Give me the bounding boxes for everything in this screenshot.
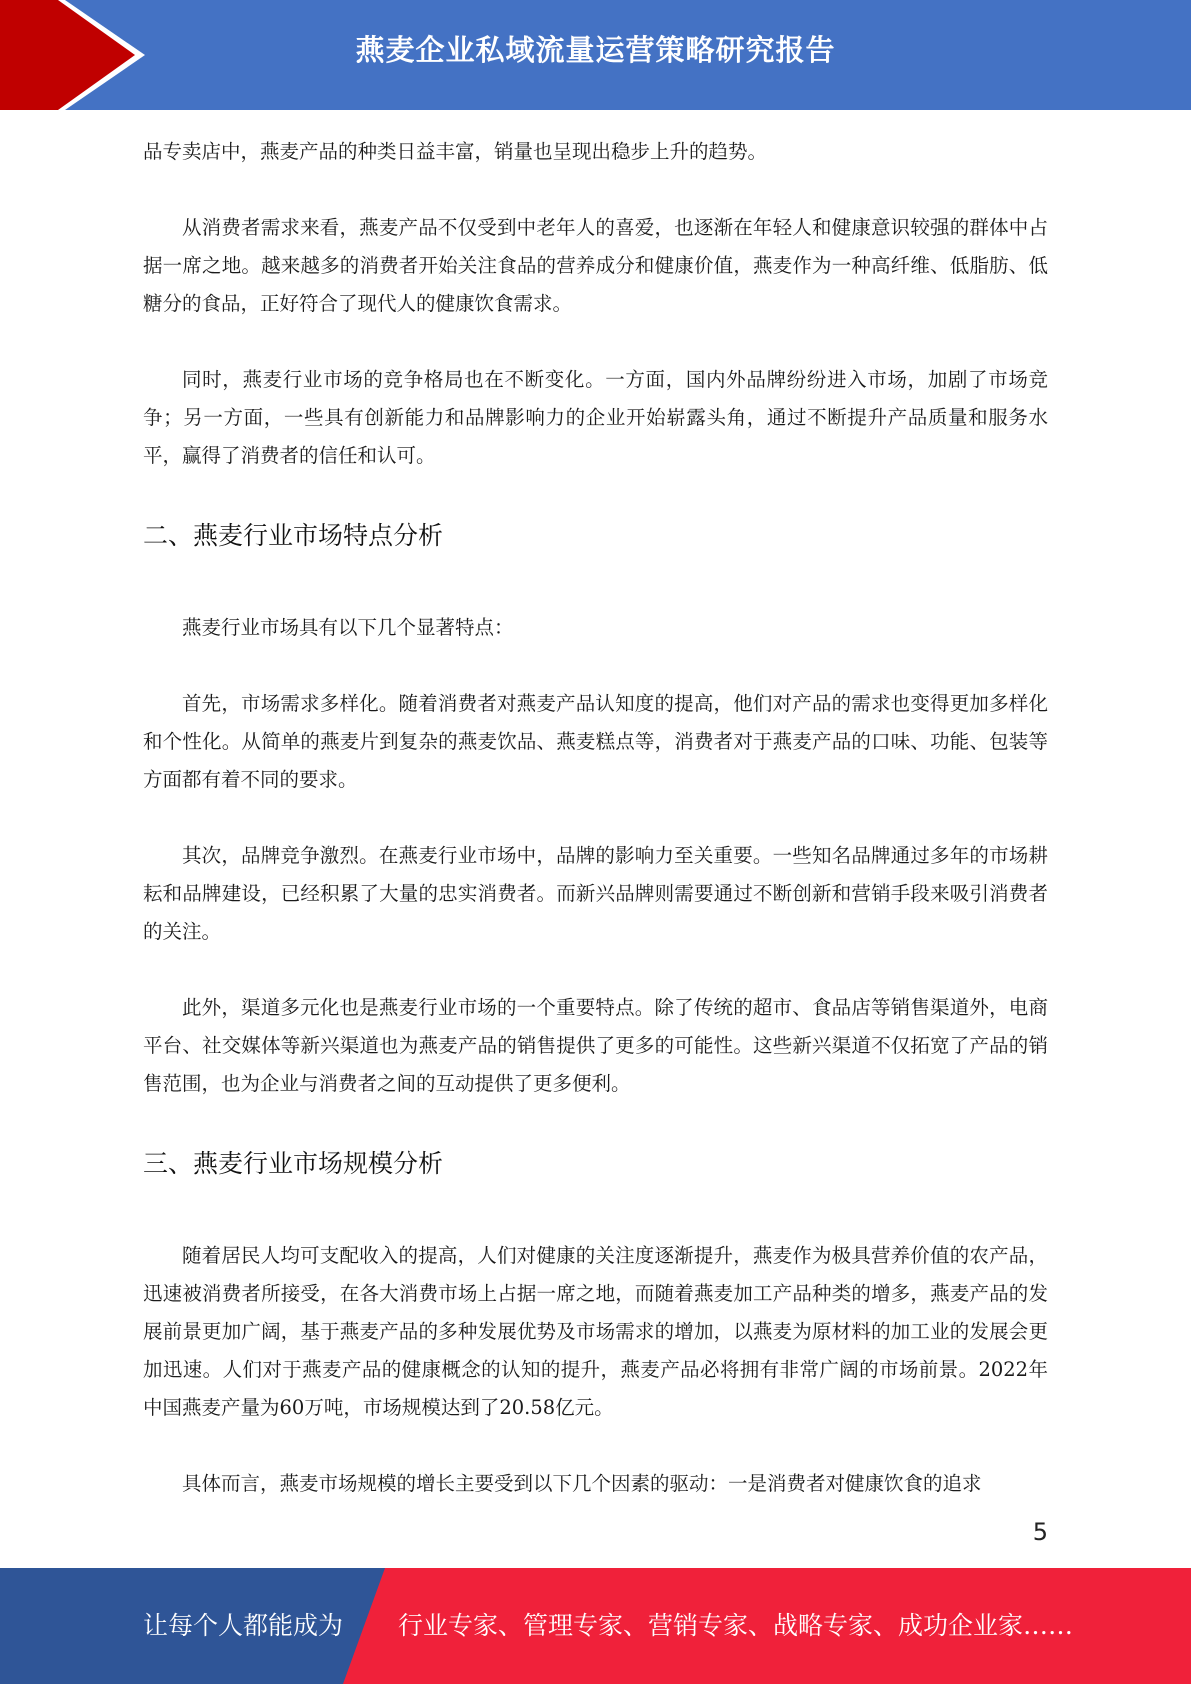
section-heading-market-features: 二、燕麦行业市场特点分析 <box>143 521 444 550</box>
report-title: 燕麦企业私域流量运营策略研究报告 <box>355 33 836 67</box>
paragraph-features-intro: 燕麦行业市场具有以下几个显著特点： <box>182 616 514 639</box>
footer-slogan-left: 让每个人都能成为 <box>143 1611 344 1640</box>
paragraph-competition: 同时，燕麦行业市场的竞争格局也在不断变化。一方面，国内外品牌纷纷进入市场，加剧了市场竞争；另一方面，一些具有创新能力和品牌影响力的企业开始崭露头角，通过不断提升产品质量和服务水平，赢得了消费者的信任和认可。 <box>143 368 1048 467</box>
paragraph-consumer-demand: 从消费者需求来看，燕麦产品不仅受到中老年人的喜爱，也逐渐在年轻人和健康意识较强的群体中占据一席之地。越来越多的消费者开始关注食品的营养成分和健康价值，燕麦作为一种高纤维、低脂肪、低糖分的食品，正好符合了现代人的健康饮食需求。 <box>143 216 1048 315</box>
paragraph-growth-drivers: 具体而言，燕麦市场规模的增长主要受到以下几个因素的驱动：一是消费者对健康饮食的追求 <box>182 1472 982 1495</box>
paragraph-continued: 品专卖店中，燕麦产品的种类日益丰富，销量也呈现出稳步上升的趋势。 <box>143 140 768 163</box>
page-number: 5 <box>1032 1518 1048 1546</box>
section-heading-market-size: 三、燕麦行业市场规模分析 <box>143 1149 444 1178</box>
paragraph-diverse-demand: 首先，市场需求多样化。随着消费者对燕麦产品认知度的提高，他们对产品的需求也变得更加多样化和个性化。从简单的燕麦片到复杂的燕麦饮品、燕麦糕点等，消费者对于燕麦产品的口味、功能、包装等方面都有着不同的要求。 <box>143 692 1048 791</box>
page-header <box>0 0 1191 110</box>
page-footer <box>0 1568 1191 1684</box>
footer-slogan-right: 行业专家、管理专家、营销专家、战略专家、成功企业家…… <box>398 1611 1074 1640</box>
paragraph-channel-diversity: 此外，渠道多元化也是燕麦行业市场的一个重要特点。除了传统的超市、食品店等销售渠道外，电商平台、社交媒体等新兴渠道也为燕麦产品的销售提供了更多的可能性。这些新兴渠道不仅拓宽了产品的销售范围，也为企业与消费者之间的互动提供了更多便利。 <box>143 996 1048 1095</box>
paragraph-brand-competition: 其次，品牌竞争激烈。在燕麦行业市场中，品牌的影响力至关重要。一些知名品牌通过多年的市场耕耘和品牌建设，已经积累了大量的忠实消费者。而新兴品牌则需要通过不断创新和营销手段来吸引消费者的关注。 <box>143 844 1048 943</box>
paragraph-market-size: 随着居民人均可支配收入的提高，人们对健康的关注度逐渐提升，燕麦作为极具营养价值的农产品，迅速被消费者所接受，在各大消费市场上占据一席之地，而随着燕麦加工产品种类的增多，燕麦产品的发展前景更加广阔，基于燕麦产品的多种发展优势及市场需求的增加，以燕麦为原材料的加工业的发展会更加迅速。人们对于燕麦产品的健康概念的认知的提升，燕麦产品必将拥有非常广阔的市场前景。2022年中国燕麦产量为60万吨，市场规模达到了20.58亿元。 <box>143 1244 1048 1419</box>
page-content <box>143 133 1048 1503</box>
